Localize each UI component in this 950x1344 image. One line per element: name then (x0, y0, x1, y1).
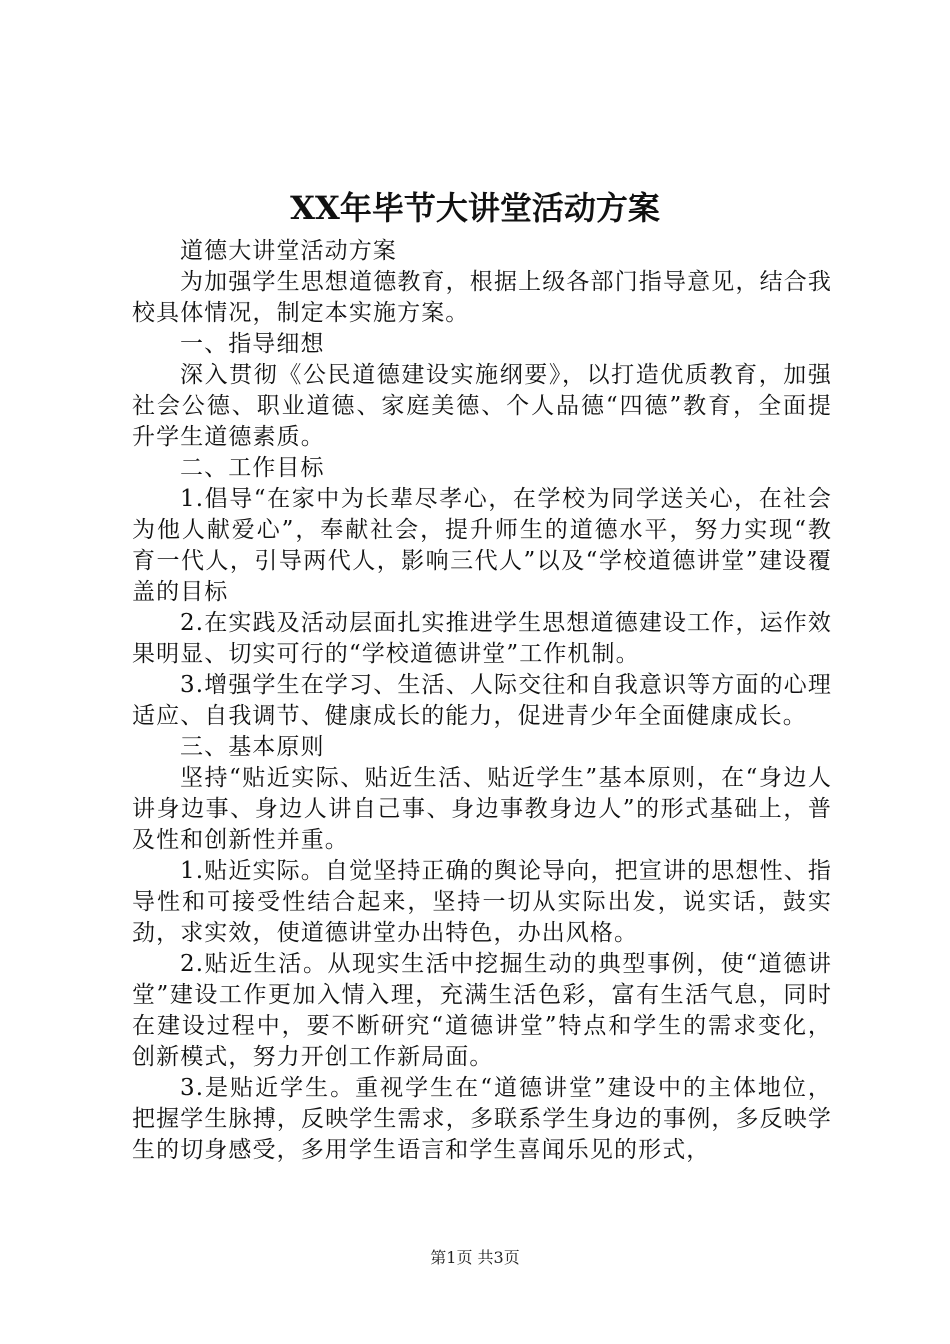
paragraph-goal-1: 1.倡导“在家中为长辈尽孝心，在学校为同学送关心，在社会为他人献爱心”，奉献社会，提升师生的道德水平，努力实现“教育一代人，引导两代人，影响三代人”以及“学校道德讲堂”建设覆盖的目标 (132, 486, 832, 605)
section-heading-principles: 三、基本原则 (180, 734, 325, 760)
paragraph-guiding: 深入贯彻《公民道德建设实施纲要》，以打造优质教育，加强社会公德、职业道德、家庭美德、个人品德“四德”教育，全面提升学生道德素质。 (132, 362, 832, 450)
paragraph-principle-3: 3.是贴近学生。重视学生在“道德讲堂”建设中的主体地位，把握学生脉搏，反映学生需求，多联系学生身边的事例，多反映学生的切身感受，多用学生语言和学生喜闻乐见的形式， (132, 1075, 832, 1163)
document-body (132, 236, 832, 1166)
paragraph-intro: 为加强学生思想道德教育，根据上级各部门指导意见，结合我校具体情况，制定本实施方案。 (132, 269, 832, 326)
document-title: XX年毕节大讲堂活动方案 (290, 189, 660, 227)
paragraph-goal-3: 3.增强学生在学习、生活、人际交往和自我意识等方面的心理适应、自我调节、健康成长的能力，促进青少年全面健康成长。 (132, 672, 832, 729)
page-footer: 第1页 共3页 (430, 1248, 520, 1267)
section-heading-goals: 二、工作目标 (180, 455, 325, 481)
paragraph-goal-2: 2.在实践及活动层面扎实推进学生思想道德建设工作，运作效果明显、切实可行的“学校道德讲堂”工作机制。 (132, 610, 832, 667)
section-heading-guiding: 一、指导细想 (180, 331, 325, 357)
paragraph-subtitle: 道德大讲堂活动方案 (180, 238, 397, 264)
paragraph-principle-2: 2.贴近生活。从现实生活中挖掘生动的典型事例，使“道德讲堂”建设工作更加入情入理，充满生活色彩，富有生活气息，同时在建设过程中，要不断研究“道德讲堂”特点和学生的需求变化，创新模式，努力开创工作新局面。 (132, 951, 832, 1070)
paragraph-principle-1: 1.贴近实际。自觉坚持正确的舆论导向，把宣讲的思想性、指导性和可接受性结合起来，坚持一切从实际出发，说实话，鼓实劲，求实效，使道德讲堂办出特色，办出风格。 (132, 858, 832, 946)
paragraph-principles: 坚持“贴近实际、贴近生活、贴近学生”基本原则，在“身边人讲身边事、身边人讲自己事、身边事教身边人”的形式基础上，普及性和创新性并重。 (132, 765, 832, 853)
